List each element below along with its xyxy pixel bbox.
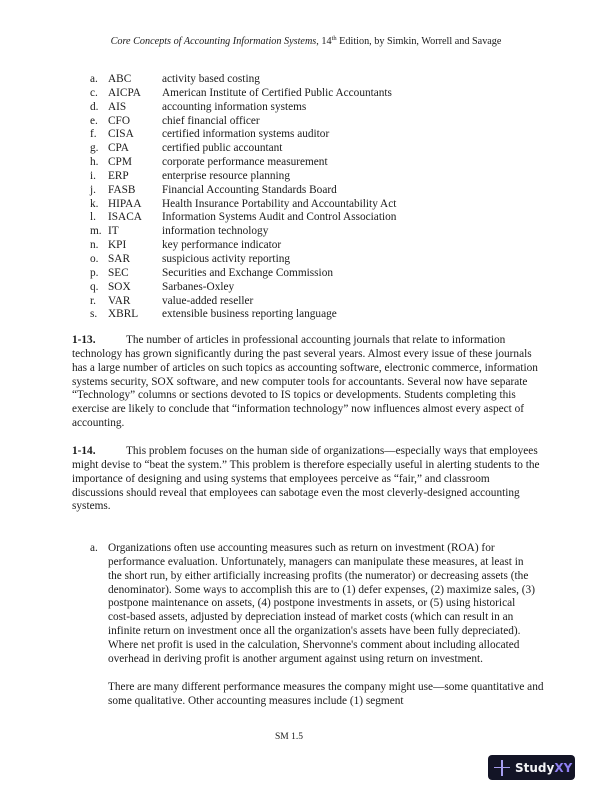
page-number: SM 1.5 <box>275 732 303 742</box>
problem-1-14 <box>72 445 542 514</box>
abbreviation-row <box>90 156 396 170</box>
abbreviation-row <box>90 225 396 239</box>
abbreviation-code: CISA <box>108 128 134 141</box>
edition-superscript: th <box>331 35 337 42</box>
page-header <box>0 35 612 49</box>
item-letter: m. <box>90 225 102 238</box>
item-letter: r. <box>90 294 96 307</box>
abbreviation-row <box>90 87 396 101</box>
abbreviation-meaning: information technology <box>162 225 269 238</box>
badge-text-xy: XY <box>554 760 573 775</box>
abbreviation-row <box>90 184 396 198</box>
abbreviation-meaning: activity based costing <box>162 73 260 85</box>
abbreviation-meaning: certified public accountant <box>162 142 283 155</box>
abbreviation-meaning: chief financial officer <box>162 114 260 127</box>
abbreviation-code: IT <box>108 225 119 238</box>
abbreviation-row <box>90 128 396 142</box>
problem-number: 1-13. <box>72 334 96 346</box>
abbreviation-code: VAR <box>108 294 131 307</box>
abbreviation-row <box>90 115 396 129</box>
abbreviation-code: KPI <box>108 239 127 252</box>
abbreviation-row <box>90 211 396 225</box>
item-letter: n. <box>90 239 99 252</box>
abbreviation-code: CFO <box>108 114 130 127</box>
problem-1-13 <box>72 334 542 431</box>
abbreviation-meaning: suspicious activity reporting <box>162 252 291 265</box>
abbreviation-row <box>90 198 396 212</box>
abbreviation-row <box>90 142 396 156</box>
abbreviation-meaning: accounting information systems <box>162 100 307 113</box>
plus-icon <box>494 760 510 776</box>
item-letter: a. <box>90 73 98 85</box>
abbreviation-meaning: key performance indicator <box>162 239 282 252</box>
abbreviation-meaning: Securities and Exchange Commission <box>162 266 333 279</box>
abbreviation-code: FASB <box>108 183 136 196</box>
abbreviation-code: CPM <box>108 156 132 169</box>
item-letter: i. <box>90 169 96 182</box>
sub-item-letter: a. <box>90 542 98 554</box>
item-letter: g. <box>90 142 99 155</box>
abbreviation-meaning: American Institute of Certified Public Accountants <box>162 86 392 99</box>
abbreviation-code: SEC <box>108 266 129 279</box>
item-letter: o. <box>90 252 99 265</box>
abbreviation-code: SAR <box>108 252 130 265</box>
item-letter: j. <box>90 183 96 196</box>
abbreviation-meaning: Health Insurance Portability and Accountability Act <box>162 197 397 210</box>
item-letter: c. <box>90 86 98 99</box>
studyxy-badge[interactable] <box>488 755 575 780</box>
abbreviation-row <box>90 73 396 87</box>
abbreviation-meaning: Information Systems Audit and Control Association <box>162 211 397 224</box>
item-letter: s. <box>90 308 98 321</box>
abbreviation-code: ERP <box>108 169 129 182</box>
abbreviation-code: HIPAA <box>108 197 142 210</box>
item-letter: k. <box>90 197 99 210</box>
abbreviation-code: SOX <box>108 280 131 293</box>
abbreviation-row <box>90 281 396 295</box>
abbreviation-code: ABC <box>108 73 132 85</box>
abbreviation-code: XBRL <box>108 308 139 321</box>
abbreviation-row <box>90 101 396 115</box>
abbreviation-code: AIS <box>108 100 127 113</box>
abbreviation-meaning: corporate performance measurement <box>162 156 328 169</box>
abbreviation-meaning: certified information systems auditor <box>162 128 330 141</box>
item-letter: h. <box>90 156 99 169</box>
abbreviation-meaning: extensible business reporting language <box>162 308 337 321</box>
abbreviation-meaning: enterprise resource planning <box>162 169 290 182</box>
item-letter: d. <box>90 100 99 113</box>
item-letter: f. <box>90 128 97 141</box>
item-letter: q. <box>90 280 99 293</box>
item-letter: l. <box>90 211 96 224</box>
book-title: Core Concepts of Accounting Information Systems <box>110 36 317 47</box>
abbreviation-row <box>90 295 396 309</box>
abbreviation-row <box>90 239 396 253</box>
badge-text-study: Study <box>515 760 555 775</box>
item-letter: p. <box>90 266 99 279</box>
edition-authors: Edition, by Simkin, Worrell and Savage <box>336 36 502 47</box>
abbreviation-meaning: Financial Accounting Standards Board <box>162 183 337 196</box>
abbreviation-meaning: Sarbanes-Oxley <box>162 280 235 293</box>
abbreviation-list <box>90 73 396 322</box>
item-letter: e. <box>90 114 98 127</box>
problem-text: This problem focuses on the human side of organizations—especially ways that employees might devise to “beat the system.” This problem is therefore especially useful in alerting students to the importance of designing and using systems that employees perceive as “fair,” and classroom discussions should reveal that employees can sabotage even the most cleverly-designed accounting systems. <box>72 445 540 513</box>
edition-number: , 14 <box>316 36 332 47</box>
abbreviation-row <box>90 308 396 322</box>
abbreviation-code: CPA <box>108 142 129 155</box>
abbreviation-row <box>90 253 396 267</box>
sub-item-a <box>90 542 540 667</box>
abbreviation-row <box>90 170 396 184</box>
sub-item-a-continuation: There are many different performance measures the company might use—some quantitative and some qualitative. Other accounting measures include (1) segment <box>108 681 544 707</box>
abbreviation-row <box>90 267 396 281</box>
sub-item-text: Organizations often use accounting measures such as return on investment (ROA) for performance evaluation. Unfortunately, managers can manipulate these measures, at least in the short run, by either artificially increasing profits (the numerator) or decreasing assets (the denominator). Some ways to accomplish this are to (1) defer expenses, (2) maximize sales, (3) postpone maintenance on assets, (4) postpone investments in assets, or (5) using historical cost-based assets, adjusted by depreciation instead of market costs (which can result in an infinite return on investment once all the organization's assets have been fully depreciated). Where net profit is used in the calculation, Shervonne's comment about including allocated overhead in deriving profit is another argument against using return on investment. <box>108 542 535 665</box>
problem-text: The number of articles in professional accounting journals that relate to information technology has grown significantly during the past several years. Almost every issue of these journals has a large number of articles on such topics as accounting software, electronic commerce, information systems security, SOX software, and new computer tools for accountants. Several now have separate “Technology” columns or sections devoted to IS topics or developments. Students completing this exercise are likely to conclude that “information technology” now influences almost every aspect of accounting. <box>72 334 538 430</box>
abbreviation-code: ISACA <box>108 211 142 224</box>
abbreviation-meaning: value-added reseller <box>162 294 254 307</box>
abbreviation-code: AICPA <box>108 86 141 99</box>
problem-number: 1-14. <box>72 445 96 457</box>
